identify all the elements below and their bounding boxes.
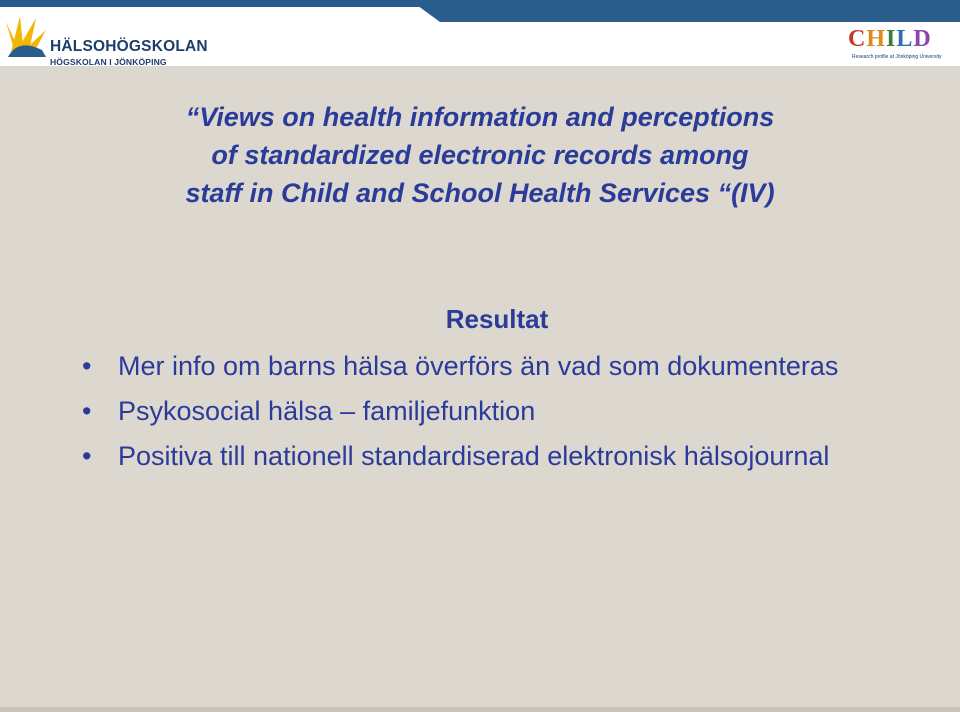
list-item (80, 391, 910, 431)
bullet-text: Positiva till nationell standardiserad elektronisk hälsojournal (118, 441, 830, 471)
sun-logo-icon (6, 8, 50, 58)
list-item (80, 436, 910, 476)
header-band-left (0, 0, 430, 7)
child-letter-d: D (913, 26, 932, 52)
halsohogskolan-logo (6, 8, 206, 66)
logo-subtitle: HÖGSKOLAN I JÖNKÖPING (50, 57, 167, 67)
child-letter-c: C (848, 26, 867, 52)
child-letter-l: L (896, 26, 914, 52)
bullet-text: Psykosocial hälsa – familjefunktion (118, 396, 536, 426)
title-line-3: staff in Child and School Health Services “(IV) (185, 178, 775, 208)
child-wordmark (848, 26, 932, 53)
logo-name: HÄLSOHÖGSKOLAN (50, 38, 208, 55)
bullet-icon: • (82, 441, 92, 471)
child-letter-h: H (866, 26, 887, 52)
bullet-text: Mer info om barns hälsa överförs än vad som dokumenteras (118, 351, 839, 381)
bullet-icon: • (82, 351, 92, 381)
slide-title (40, 98, 920, 212)
bullet-icon: • (82, 396, 92, 426)
list-item (80, 346, 910, 386)
header-band-right (410, 0, 960, 22)
title-line-2: of standardized electronic records among (211, 140, 749, 170)
title-line-1: “Views on health information and perceptions (185, 102, 775, 132)
child-logo (848, 26, 954, 66)
footer-strip (0, 707, 960, 712)
child-letter-i: I (886, 26, 897, 52)
section-heading: Resultat (445, 304, 549, 334)
child-tagline: Research profile at Jönköping University (852, 54, 942, 60)
bullet-list (80, 346, 910, 481)
